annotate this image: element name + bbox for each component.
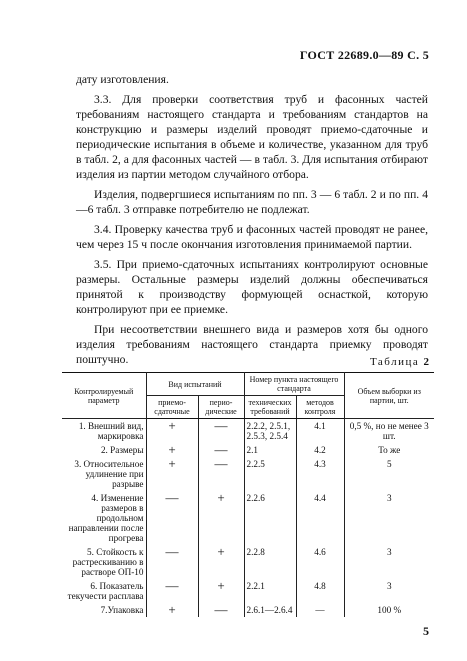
volume-cell: 5	[344, 457, 434, 491]
paragraph: 3.3. Для проверки соответствия труб и фасонных частей требованиям настоящего стандарта и требованиям стандартов на конструкцию и размеры изделий проводят приемо-сдаточные и периодические испытания в объеме и количестве, указанном для труб в табл. 2, а для фасонных частей — в табл. 3. Для испытания отбирают изделия из партии методом случайного отбора.	[76, 93, 428, 181]
tech-req-cell: 2.2.8	[244, 545, 296, 579]
col-header-volume: Объем выборки из партии, шт.	[344, 373, 434, 419]
acceptance-cell: —	[146, 545, 198, 579]
col-header-periodic: перио-дические	[198, 396, 244, 419]
param-cell: 5. Стойкость к растрескиванию в растворе ОП-10	[62, 545, 146, 579]
periodic-cell: —	[198, 443, 244, 457]
table-caption-word: Таблица	[369, 356, 420, 368]
tech-req-cell: 2.2.2, 2.5.1, 2.5.3, 2.5.4	[244, 419, 296, 444]
param-cell: 2. Размеры	[62, 443, 146, 457]
table-row	[62, 545, 434, 579]
paragraph: Изделия, подвергшиеся испытаниям по пп. 3 — 6 табл. 2 и по пп. 4—6 табл. 3 отправке потребителю не подлежат.	[76, 188, 428, 216]
acceptance-cell: +	[146, 603, 198, 617]
periodic-cell: +	[198, 491, 244, 545]
paragraph: При несоответствии внешнего вида и размеров хотя бы одного изделия требованиям настоящего стандарта приемку проводят поштучно.	[76, 323, 428, 366]
table-row	[62, 579, 434, 603]
method-cell: 4.3	[296, 457, 344, 491]
param-cell: 6. Показатель текучести расплава	[62, 579, 146, 603]
volume-cell: 3	[344, 545, 434, 579]
acceptance-cell: —	[146, 491, 198, 545]
table-row	[62, 491, 434, 545]
tech-req-cell: 2.2.5	[244, 457, 296, 491]
col-header-acceptance: приемо-сдаточные	[146, 396, 198, 419]
method-cell: 4.6	[296, 545, 344, 579]
table-row	[62, 603, 434, 617]
periodic-cell: —	[198, 457, 244, 491]
method-cell: 4.2	[296, 443, 344, 457]
method-cell: 4.1	[296, 419, 344, 444]
table-row	[62, 419, 434, 444]
volume-cell: 0,5 %, но не менее 3 шт.	[344, 419, 434, 444]
volume-cell: 100 %	[344, 603, 434, 617]
body-text	[76, 72, 428, 372]
col-header-types: Вид испытаний	[146, 373, 244, 396]
method-cell: 4.8	[296, 579, 344, 603]
param-cell: 3. Относительное удлинение при разрыве	[62, 457, 146, 491]
tech-req-cell: 2.6.1—2.6.4	[244, 603, 296, 617]
paragraph: дату изготовления.	[76, 73, 169, 86]
table-row	[62, 443, 434, 457]
tech-req-cell: 2.1	[244, 443, 296, 457]
col-header-param: Контролируемый параметр	[62, 373, 146, 419]
param-cell: 4. Изменение размеров в продольном направлении после прогрева	[62, 491, 146, 545]
table-caption-number: 2	[423, 356, 429, 368]
col-header-methods: методов контроля	[296, 396, 344, 419]
acceptance-cell: +	[146, 457, 198, 491]
page-number: 5	[423, 624, 429, 638]
method-cell: —	[296, 603, 344, 617]
col-header-tech: технических требований	[244, 396, 296, 419]
page-header: ГОСТ 22689.0—89 С. 5	[299, 48, 429, 62]
test-table	[62, 372, 434, 617]
acceptance-cell: —	[146, 579, 198, 603]
volume-cell: 3	[344, 491, 434, 545]
volume-cell: То же	[344, 443, 434, 457]
periodic-cell: +	[198, 545, 244, 579]
tech-req-cell: 2.2.6	[244, 491, 296, 545]
paragraph: 3.4. Проверку качества труб и фасонных частей проводят не ранее, чем через 15 ч после окончания изготовления принимаемой партии.	[76, 223, 428, 251]
tech-req-cell: 2.2.1	[244, 579, 296, 603]
acceptance-cell: +	[146, 419, 198, 444]
table-row	[62, 457, 434, 491]
param-cell: 7.Упаковка	[62, 603, 146, 617]
periodic-cell: —	[198, 603, 244, 617]
table-caption	[370, 356, 429, 368]
volume-cell: 3	[344, 579, 434, 603]
method-cell: 4.4	[296, 491, 344, 545]
col-header-clause: Номер пункта настоящего стандарта	[244, 373, 344, 396]
periodic-cell: +	[198, 579, 244, 603]
param-cell: 1. Внешний вид, маркировка	[62, 419, 146, 444]
paragraph: 3.5. При приемо-сдаточных испытаниях контролируют основные размеры. Остальные размеры изделий должны обеспечиваться принятой к производству формующей оснасткой, которую контролируют при ее приемке.	[76, 258, 428, 316]
periodic-cell: —	[198, 419, 244, 444]
acceptance-cell: +	[146, 443, 198, 457]
